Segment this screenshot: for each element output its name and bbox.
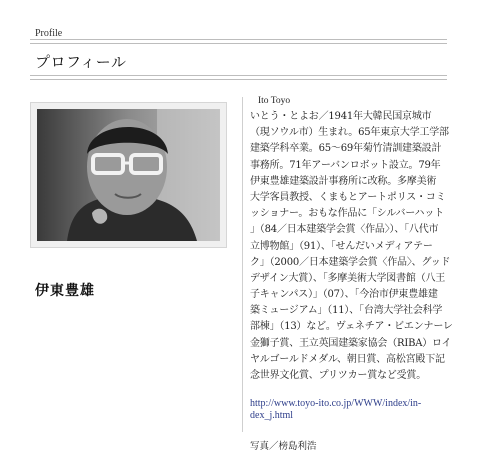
portrait-photo-image <box>37 109 220 241</box>
section-label: Profile <box>35 28 63 39</box>
bio-line: ヤルゴールドメダル、朝日賞、高松宮殿下記 <box>250 353 445 365</box>
bio-line: 金獅子賞、王立英国建築家協会（RIBA）ロイ <box>250 337 452 349</box>
bio-line: 部棟」（13）など。ヴェネチア・ビエンナーレ <box>250 321 453 333</box>
bio-block <box>250 96 460 452</box>
bio-line: 」（84／日本建築学会賞〈作品〉）、「八代市 <box>250 224 439 236</box>
heading-double-rule <box>30 75 447 80</box>
bio-line: 建築学科卒業。65～69年菊竹清訓建築設計 <box>250 143 442 155</box>
portrait-photo <box>30 102 227 248</box>
website-link-line: http://www.toyo-ito.co.jp/WWW/index/in- <box>250 398 422 410</box>
bio-line: 子キャンパス）」（07）、「今治市伊東豊雄建 <box>250 289 438 301</box>
website-link-line: dex_j.html <box>250 410 294 422</box>
bio-line: 築ミュージアム」（11）、「台湾大学社会科学 <box>250 305 443 317</box>
bio-line: デザイン大賞）、「多摩美術大学図書館（八王 <box>250 272 446 284</box>
top-double-rule <box>30 39 447 44</box>
name-romaji: Ito Toyo <box>258 96 291 106</box>
person-name: 伊東豊雄 <box>35 283 95 299</box>
page-heading: プロフィール <box>35 53 127 71</box>
bio-line: いとう・とよお／1941年大韓民国京城市 <box>250 111 432 122</box>
bio-line: 立博物館」（91）、「せんだいメディアテー <box>250 240 433 252</box>
photo-credit: 写真／榜島利浩 <box>250 441 317 452</box>
bio-line: 念世界文化賞、プリツカー賞など受賞。 <box>250 370 426 381</box>
bio-text <box>250 109 460 384</box>
bio-line: 伊東豊雄建築設計事務所に改称。多摩美術 <box>250 175 437 187</box>
website-link[interactable] <box>250 398 460 422</box>
bio-line: （現ソウル市）生まれ。65年東京大学工学部 <box>250 127 449 139</box>
column-divider <box>242 97 243 432</box>
bio-line: 事務所。71年アーバンロボット設立。79年 <box>250 159 441 171</box>
bio-line: 大学客員教授、くまもとアートポリス・コミ <box>250 191 446 203</box>
bio-line: ク」（2000／日本建築学会賞〈作品〉、グッド <box>250 256 451 268</box>
bio-line: ッショナー。おもな作品に「シルバーハット <box>250 208 444 220</box>
